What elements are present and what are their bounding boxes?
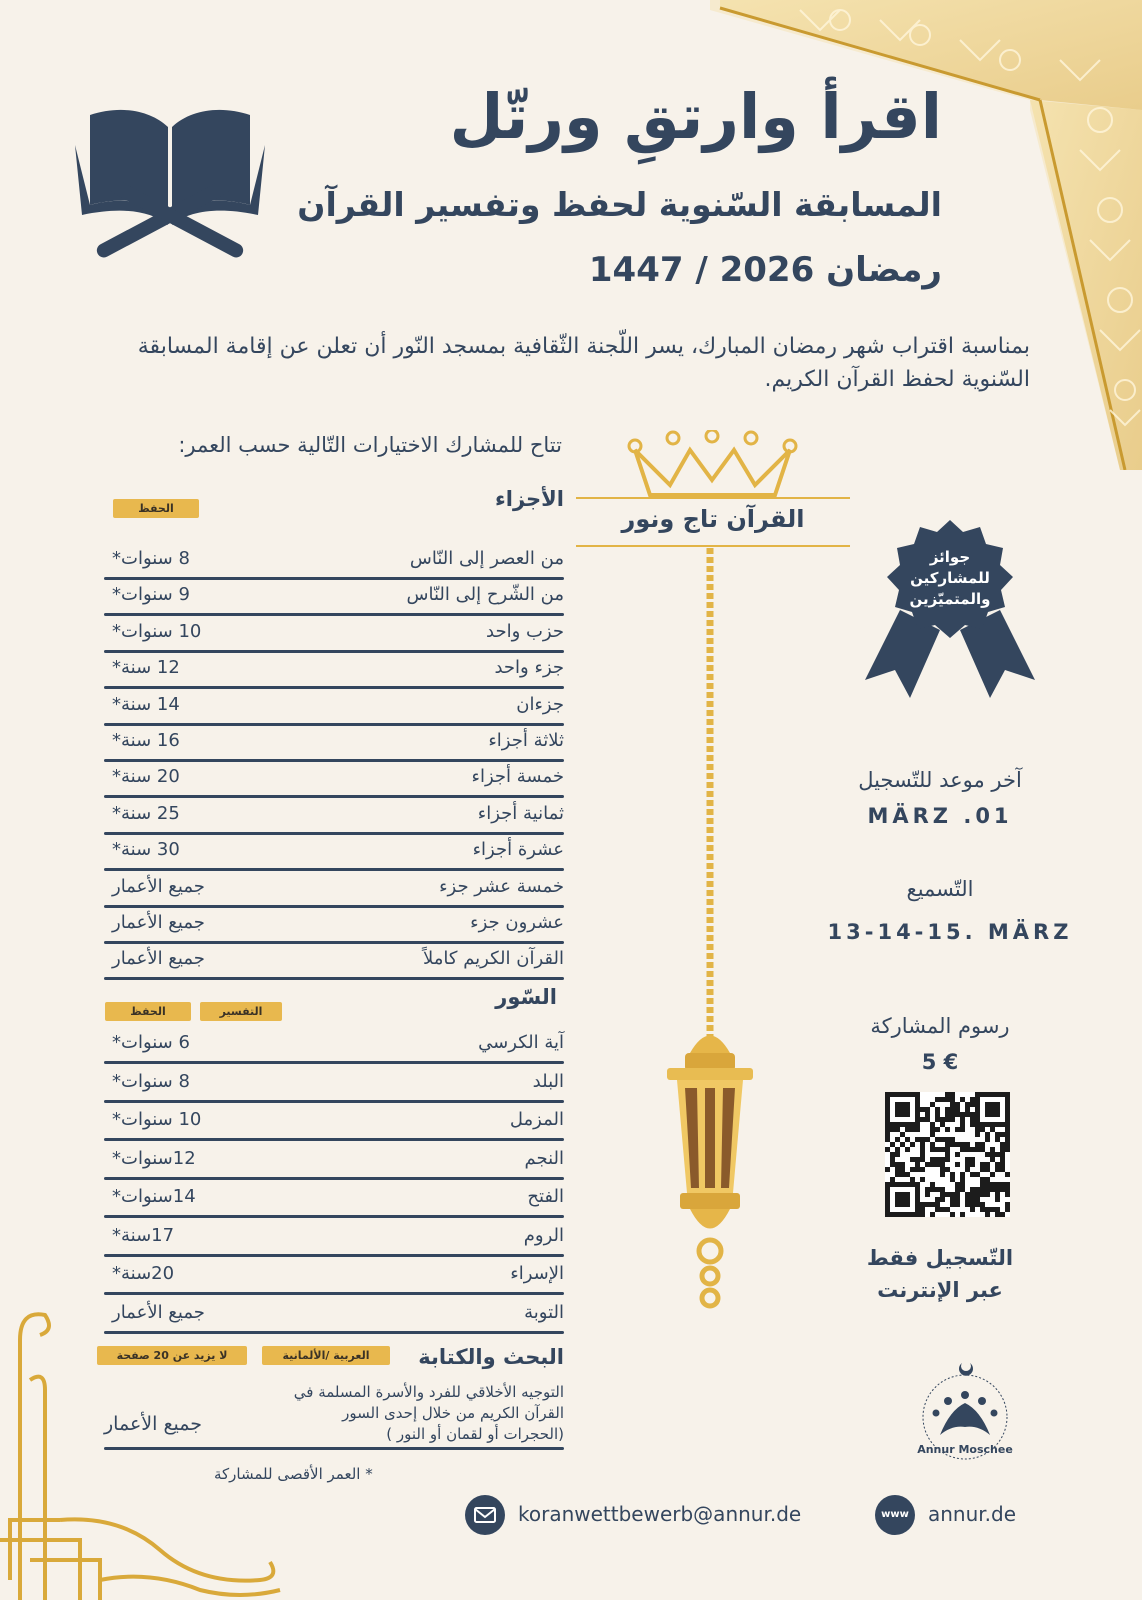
ajza-name: من الشّرح إلى النّاس [406, 584, 564, 606]
prizes-badge-text [880, 547, 1020, 610]
ajza-row [104, 801, 564, 837]
ajza-row [104, 837, 564, 873]
surah-row [104, 1261, 564, 1297]
surah-age: 6 سنوات* [112, 1032, 190, 1053]
prizes-line-1: جوائز [929, 548, 971, 566]
ajza-name: عشرة أجزاء [472, 839, 564, 861]
ajza-name: القرآن الكريم كاملاً [423, 948, 564, 970]
ajza-name: ثمانية أجزاء [477, 802, 564, 824]
footnote: * العمر الأقصى للمشاركة [214, 1465, 373, 1483]
online-line-2: عبر الإنترنت [877, 1278, 1003, 1302]
online-registration-note [820, 1242, 1060, 1306]
underline-stroke [104, 1215, 564, 1218]
language-tag: العربية /الألمانية [262, 1346, 390, 1365]
page-limit-tag: لا يزيد عن 20 صفحة [97, 1346, 247, 1365]
surah-age: 20سنة* [112, 1263, 175, 1284]
underline-stroke [104, 1254, 564, 1257]
annur-moschee-logo [900, 1355, 1030, 1470]
deadline-label: آخر موعد للتّسجيل [858, 768, 1022, 792]
ajza-row [104, 946, 564, 982]
qr-code[interactable] [885, 1092, 1010, 1217]
email-icon[interactable] [465, 1495, 505, 1535]
ajza-age: 12 سنة* [112, 657, 180, 679]
hearing-label: التّسميع [906, 877, 974, 901]
research-topic-line-3: (الحجرات أو لقمان أو النور ) [386, 1425, 564, 1443]
gold-ornament-border [0, 1300, 300, 1600]
ajza-age: 9 سنوات* [112, 584, 190, 606]
online-line-1: التّسجيل فقط [866, 1246, 1014, 1270]
ajza-row [104, 910, 564, 946]
logo-name: Annur Moschee [917, 1443, 1013, 1456]
lantern-icon [655, 548, 765, 1318]
surah-name: التوبة [524, 1301, 564, 1323]
ajza-row [104, 619, 564, 655]
ajza-heading: الأجزاء [495, 487, 564, 511]
fee-amount: 5 € [921, 1050, 959, 1074]
ajza-row [104, 582, 564, 618]
ajza-name: خمسة عشر جزء [439, 875, 564, 897]
hearing-date: 13-14-15. MÄRZ [827, 920, 1073, 944]
surah-name: المزمل [509, 1109, 564, 1130]
underline-stroke [104, 1100, 564, 1103]
ajza-row [104, 655, 564, 691]
ramadan-date: رمضان 2026 / 1447 [588, 250, 942, 290]
research-heading: البحث والكتابة [418, 1345, 564, 1369]
underline-stroke [104, 577, 564, 580]
surah-row [104, 1030, 564, 1066]
ajza-age: جميع الأعمار [112, 875, 205, 897]
research-topic-line-2: القرآن الكريم من خلال إحدى السور [342, 1404, 564, 1422]
gold-geometric-border [680, 0, 1142, 470]
ajza-row [104, 546, 564, 582]
web-icon[interactable]: www [875, 1495, 915, 1535]
underline-stroke [104, 905, 564, 908]
surah-age: 12سنوات* [112, 1147, 196, 1169]
research-topic-line-1: التوجيه الأخلاقي للفرد والأسرة المسلمة في [293, 1383, 564, 1401]
banner-text: القرآن تاج ونور [621, 505, 805, 533]
website-link[interactable]: annur.de [928, 1502, 1017, 1526]
underline-stroke [104, 1138, 564, 1141]
ajza-row [104, 728, 564, 764]
surah-name: البلد [532, 1070, 564, 1092]
fee-label: رسوم المشاركة [870, 1014, 1010, 1038]
surah-age: 14سنوات* [112, 1186, 196, 1207]
underline-stroke [104, 941, 564, 944]
banner-bottom-line [576, 545, 850, 547]
quran-stand-icon [70, 105, 270, 260]
research-age: جميع الأعمار [104, 1413, 203, 1435]
ajza-age: 20 سنة* [112, 766, 180, 788]
ajza-name: ثلاثة أجزاء [488, 730, 564, 751]
ajza-row [104, 692, 564, 728]
surah-row [104, 1107, 564, 1143]
surah-row [104, 1069, 564, 1105]
prizes-line-2: للمشاركين [910, 569, 990, 587]
underline-stroke [104, 1061, 564, 1064]
underline-stroke [104, 868, 564, 871]
memorization-tag-2: الحفظ [105, 1002, 191, 1021]
surah-row [104, 1146, 564, 1182]
surah-age: جميع الأعمار [112, 1301, 205, 1323]
ajza-name: عشرون جزء [470, 912, 564, 933]
underline-stroke [104, 977, 564, 980]
surah-name: الفتح [527, 1186, 564, 1207]
surah-row [104, 1223, 564, 1259]
banner-top-line [576, 497, 850, 499]
options-intro: تتاح للمشارك الاختيارات التّالية حسب العمر: [178, 433, 562, 457]
ajza-age: جميع الأعمار [112, 912, 205, 933]
ajza-name: من العصر إلى النّاس [409, 548, 564, 569]
prizes-line-3: والمتميّزين [909, 590, 991, 608]
ajza-name: حزب واحد [486, 620, 564, 642]
ajza-name: خمسة أجزاء [471, 766, 564, 788]
suwar-heading: السّور [495, 985, 557, 1009]
surah-name: الروم [523, 1224, 564, 1246]
ajza-age: جميع الأعمار [112, 948, 205, 970]
ajza-row [104, 874, 564, 910]
email-link[interactable]: koranwettbewerb@annur.de [518, 1502, 802, 1526]
ajza-age: 16 سنة* [112, 730, 180, 751]
surah-name: آية الكرسي [478, 1032, 564, 1053]
ajza-age: 14 سنة* [112, 693, 180, 715]
deadline-date: 01. MÄRZ [867, 804, 1013, 828]
underline-stroke [104, 759, 564, 762]
page-subtitle: المسابقة السّنوية لحفظ وتفسير القرآن [297, 185, 942, 224]
ajza-age: 25 سنة* [112, 802, 180, 824]
memorization-tag: الحفظ [113, 499, 199, 518]
page-title: اقرأ وارتقِ ورتّل [449, 80, 942, 153]
underline-stroke [104, 650, 564, 653]
surah-age: 8 سنوات* [112, 1070, 190, 1092]
underline-stroke [104, 1292, 564, 1295]
tafsir-tag: التفسير [200, 1002, 282, 1021]
underline-stroke [104, 795, 564, 798]
ajza-age: 10 سنوات* [112, 620, 202, 642]
underline-stroke [104, 723, 564, 726]
underline-stroke [104, 686, 564, 689]
surah-age: 10 سنوات* [112, 1109, 202, 1130]
surah-name: النجم [524, 1147, 564, 1169]
crown-icon [625, 430, 800, 500]
research-topic [294, 1382, 564, 1445]
ajza-name: جزءان [516, 693, 564, 715]
underline-stroke [104, 832, 564, 835]
surah-age: 17سنة* [112, 1224, 175, 1246]
surah-row [104, 1184, 564, 1220]
ajza-row [104, 764, 564, 800]
ajza-age: 8 سنوات* [112, 548, 190, 569]
surah-name: الإسراء [510, 1263, 564, 1284]
underline-stroke [104, 1177, 564, 1180]
underline-stroke [104, 613, 564, 616]
ajza-name: جزء واحد [494, 657, 564, 679]
intro-paragraph: بمناسبة اقتراب شهر رمضان المبارك، يسر اللّجنة الثّقافية بمسجد النّور أن تعلن عن إقامة المسابقة السّنوية لحفظ القرآن الكريم. [137, 334, 1030, 392]
ajza-age: 30 سنة* [112, 839, 180, 861]
